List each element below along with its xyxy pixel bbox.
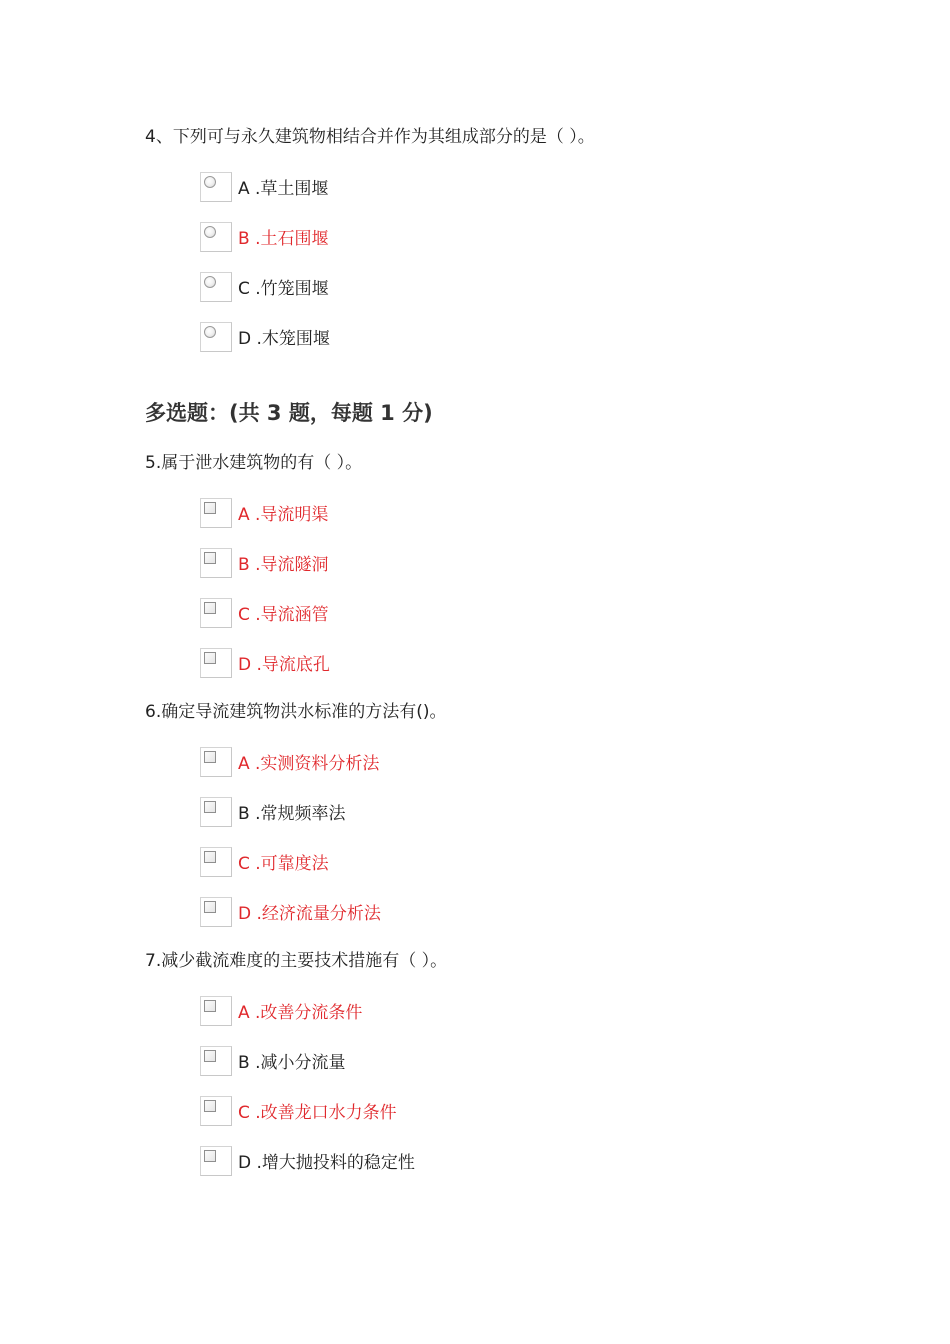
checkbox-box[interactable] [200,498,232,528]
checkbox-box[interactable] [200,1046,232,1076]
q6-option-a-label: A .实测资料分析法 [238,754,380,774]
q7-option-a[interactable] [200,996,362,1026]
radio-icon[interactable] [204,326,216,338]
q6-option-b-label: B .常规频率法 [238,804,346,824]
checkbox-box[interactable] [200,1096,232,1126]
checkbox-icon[interactable] [204,1100,216,1112]
q4-option-c[interactable] [200,272,329,302]
q5-option-a-label: A .导流明渠 [238,505,329,525]
checkbox-box[interactable] [200,897,232,927]
checkbox-box[interactable] [200,847,232,877]
q5-option-d[interactable] [200,648,330,678]
checkbox-box[interactable] [200,598,232,628]
radio-icon[interactable] [204,276,216,288]
checkbox-icon[interactable] [204,652,216,664]
radio-icon[interactable] [204,226,216,238]
q4-option-b[interactable] [200,222,328,252]
q5-option-c[interactable] [200,598,329,628]
q5-option-b-label: B .导流隧洞 [238,555,329,575]
checkbox-box[interactable] [200,747,232,777]
checkbox-icon[interactable] [204,1000,216,1012]
q7-option-c[interactable] [200,1096,397,1126]
q4-option-a-label: A .草土围堰 [238,179,329,199]
q7-option-b[interactable] [200,1046,345,1076]
checkbox-box[interactable] [200,548,232,578]
checkbox-box[interactable] [200,996,232,1026]
q5-option-a[interactable] [200,498,328,528]
checkbox-icon[interactable] [204,502,216,514]
question-6-text: 6.确定导流建筑物洪水标准的方法有()。 [145,702,447,722]
checkbox-icon[interactable] [204,801,216,813]
checkbox-icon[interactable] [204,602,216,614]
q6-option-a[interactable] [200,747,379,777]
q7-option-d[interactable] [200,1146,415,1176]
radio-icon[interactable] [204,176,216,188]
checkbox-box[interactable] [200,797,232,827]
checkbox-icon[interactable] [204,901,216,913]
q4-option-d-label: D .木笼围堰 [238,329,330,349]
checkbox-icon[interactable] [204,851,216,863]
question-5-text: 5.属于泄水建筑物的有（ ）。 [145,453,363,473]
q4-option-c-label: C .竹笼围堰 [238,279,329,299]
q5-option-d-label: D .导流底孔 [238,655,330,675]
section-title-multiple-choice: 多选题：(共 3 题，每题 1 分) [145,401,433,425]
q4-option-a[interactable] [200,172,328,202]
q6-option-c-label: C .可靠度法 [238,854,329,874]
checkbox-icon[interactable] [204,1050,216,1062]
checkbox-icon[interactable] [204,552,216,564]
q6-option-d-label: D .经济流量分析法 [238,904,381,924]
checkbox-icon[interactable] [204,751,216,763]
question-4-text: 4、下列可与永久建筑物相结合并作为其组成部分的是（ ）。 [145,127,595,147]
q6-option-b[interactable] [200,797,345,827]
radio-box[interactable] [200,272,232,302]
q6-option-d[interactable] [200,897,381,927]
checkbox-box[interactable] [200,648,232,678]
q6-option-c[interactable] [200,847,329,877]
q5-option-c-label: C .导流涵管 [238,605,329,625]
q7-option-d-label: D .增大抛投料的稳定性 [238,1153,415,1173]
checkbox-icon[interactable] [204,1150,216,1162]
radio-box[interactable] [200,222,232,252]
q4-option-d[interactable] [200,322,330,352]
q7-option-c-label: C .改善龙口水力条件 [238,1103,397,1123]
checkbox-box[interactable] [200,1146,232,1176]
q5-option-b[interactable] [200,548,328,578]
radio-box[interactable] [200,172,232,202]
question-7-text: 7.减少截流难度的主要技术措施有（ ）。 [145,951,448,971]
q4-option-b-label: B .土石围堰 [238,229,329,249]
q7-option-b-label: B .减小分流量 [238,1053,346,1073]
radio-box[interactable] [200,322,232,352]
q7-option-a-label: A .改善分流条件 [238,1003,363,1023]
